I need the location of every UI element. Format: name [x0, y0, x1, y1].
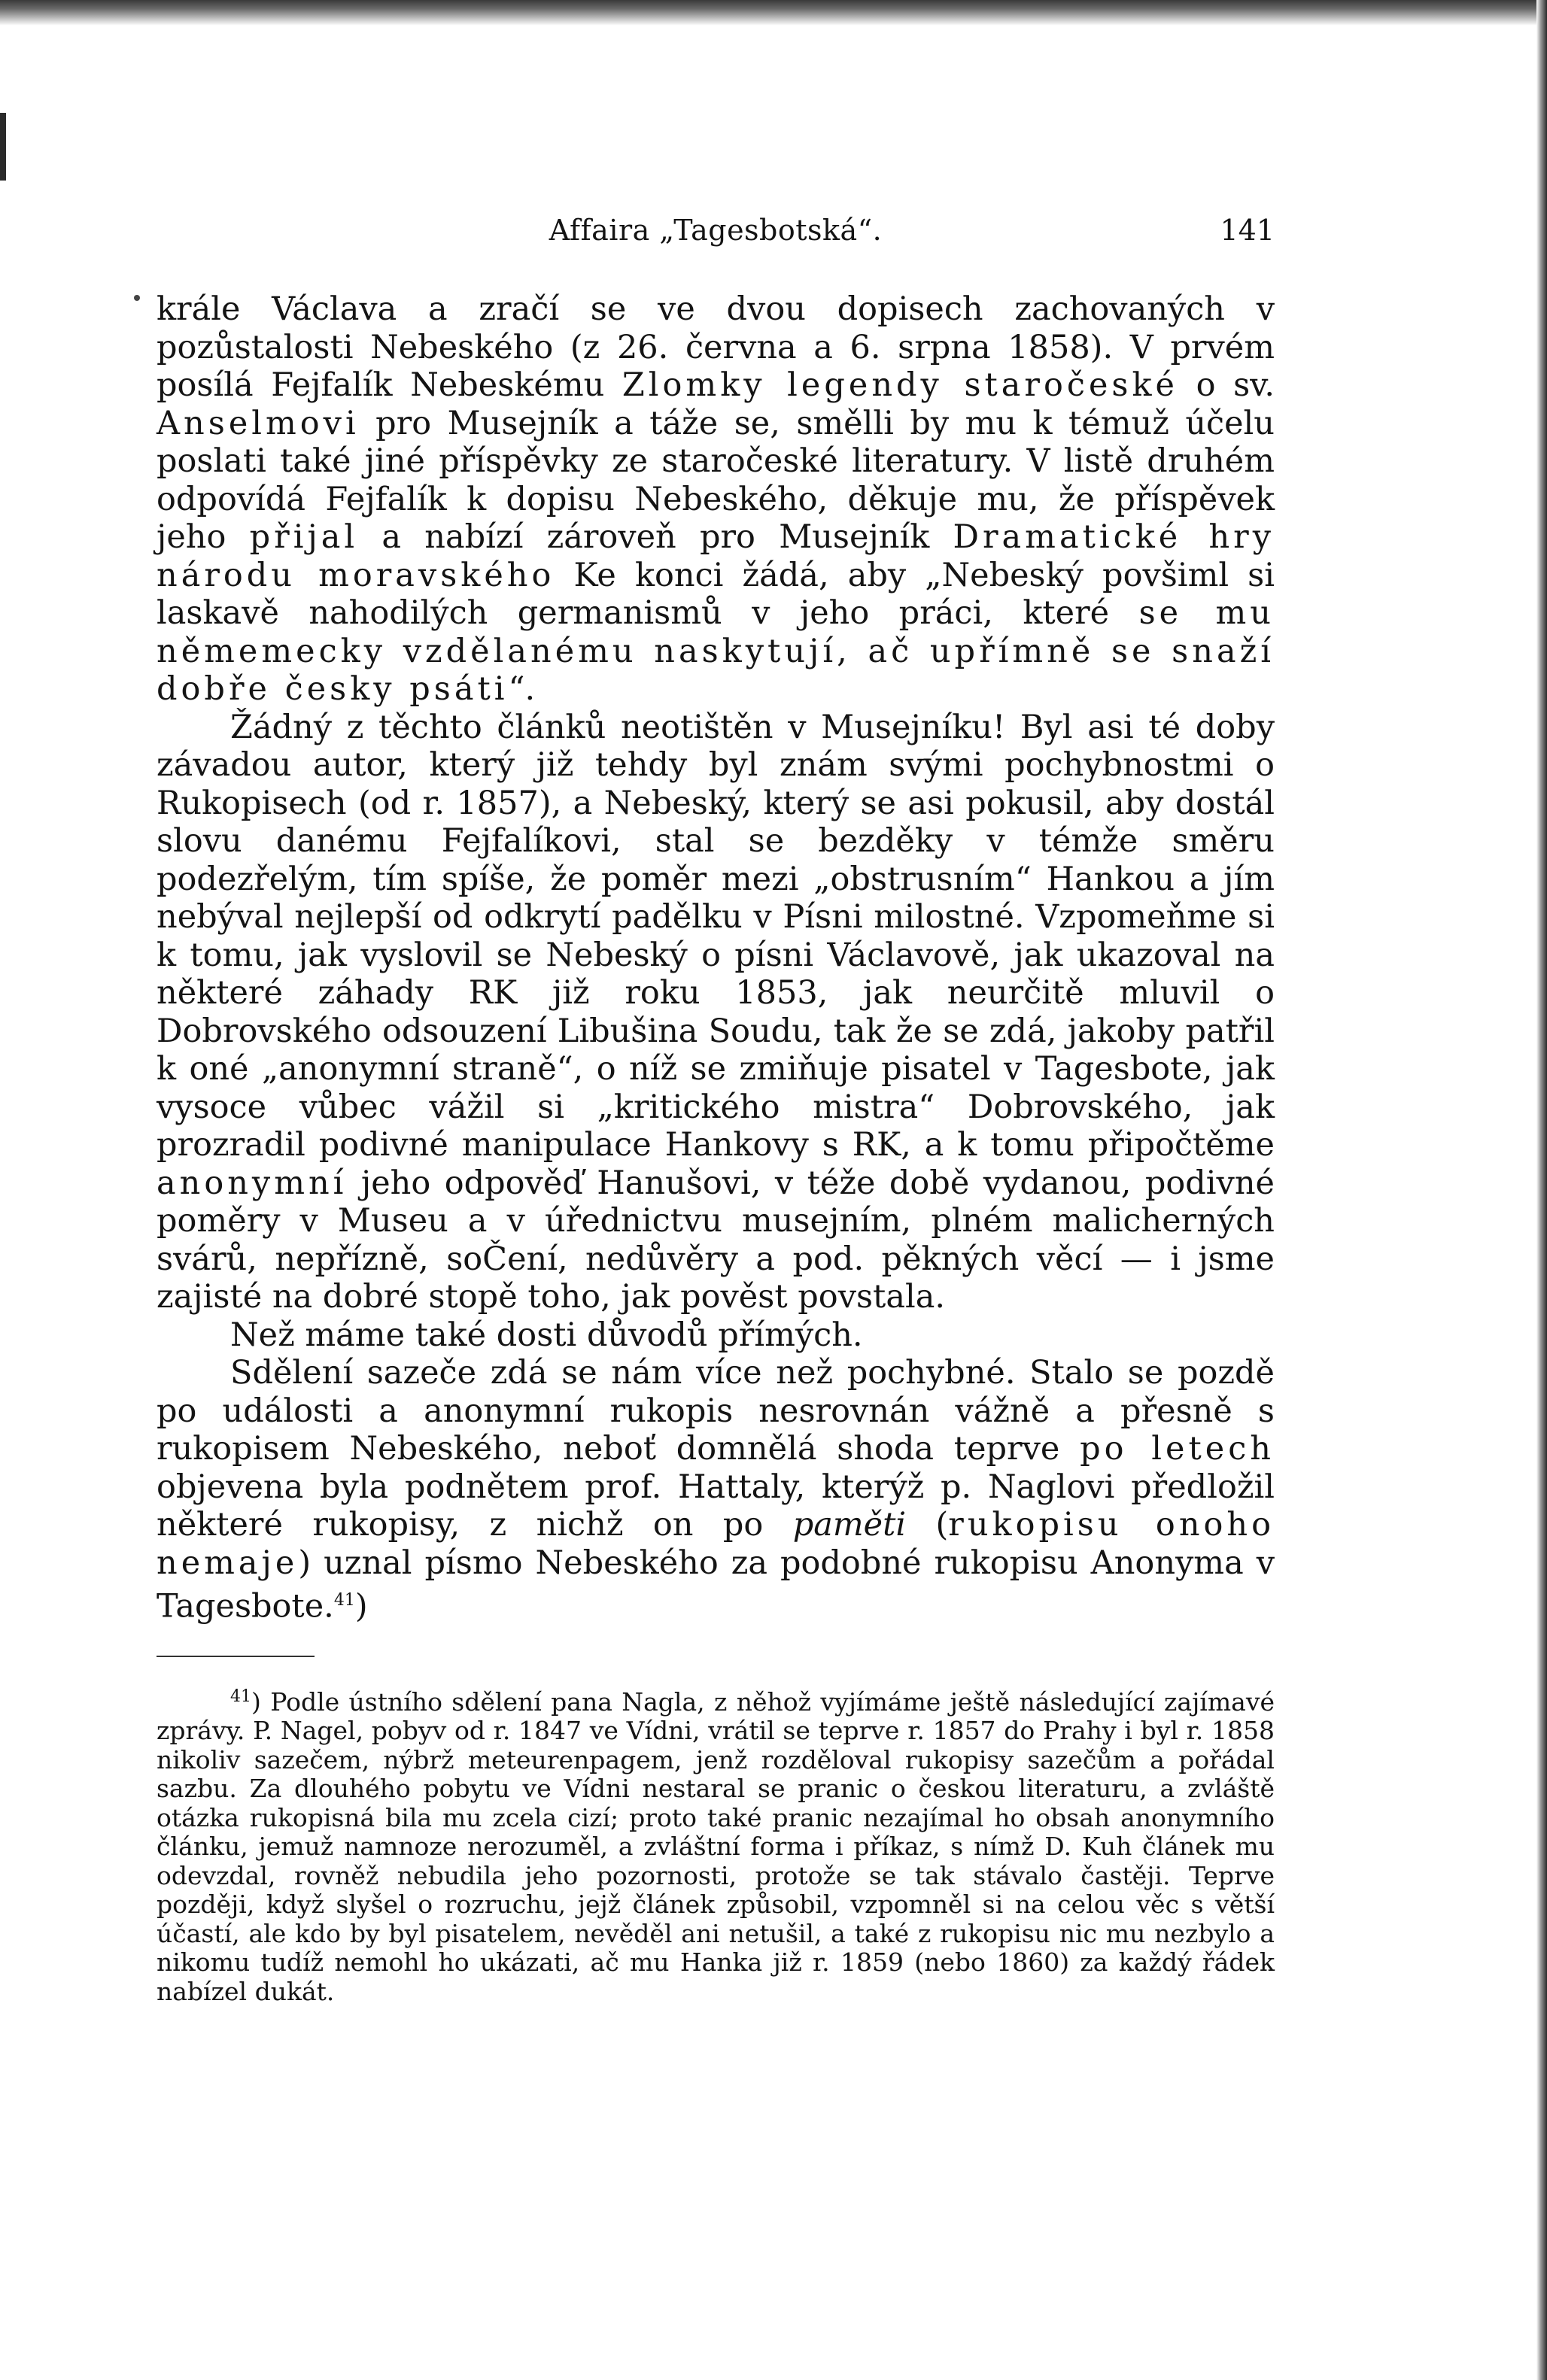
spaced-title: Zlomky legendy staročeské [622, 366, 1178, 404]
text-run: Ke konci žádá, aby „Nebeský povšiml si laskavě nahodilých germanismů v jeho práci, které [157, 556, 1275, 632]
spaced-name: Anselmovi [157, 404, 360, 442]
scan-top-edge [0, 0, 1547, 26]
ink-speck [134, 295, 140, 301]
page-number: 141 [1220, 214, 1275, 247]
spaced-word: přijal [249, 518, 359, 556]
book-page [157, 203, 1275, 2006]
running-head [157, 203, 1275, 257]
footnote [157, 1683, 1275, 2007]
spaced-word: anonymní [157, 1164, 348, 1202]
text-run: o sv. [1178, 366, 1275, 404]
italic-word: paměti [792, 1506, 907, 1544]
text-run: pro Musejník a táže se, smělli by mu k témuž účelu poslati také jiné příspěvky ze staročeské literatury. V listě druhém odpovídá Fejfalík k dopisu Nebeského, děkuje mu, že příspěvek jeho [157, 404, 1275, 556]
paragraph-4 [157, 1354, 1275, 1626]
text-run: Sdělení sazeče zdá se nám více než pochybné. Stalo se pozdě po události a anonymní rukopis nesrovnán vážně a přesně s rukopisem Nebeského, neboť domnělá shoda teprve [157, 1354, 1275, 1468]
text-run: a nabízí zároveň pro Musejník [358, 518, 953, 556]
paragraph-2 [157, 709, 1275, 1316]
text-run: krále Václava a zračí se ve dvou dopisech zachovaných v pozůstalosti Nebeského (z 26. června a 6. srpna 1858). V prvém posílá Fejfalík Nebeskému [157, 290, 1275, 404]
scan-left-mark [0, 113, 6, 181]
spaced-title: Dramatické hry národu moravského [157, 518, 1275, 594]
spaced-phrase: rukopisu onoho nemaje [157, 1506, 1275, 1582]
scan-right-edge [1536, 0, 1547, 2380]
text-run: “. [508, 670, 536, 708]
footnote-divider [157, 1656, 315, 1657]
footnote-text: ) Podle ústního sdělení pana Nagla, z něhož vyjímáme ještě následující zajímavé zprávy. P. Nagel, pobyv od r. 1847 ve Vídni, vrátil se teprve r. 1857 do Prahy i byl r. 1858 nikoliv sazečem, nýbrž meteurenpagem, jenž rozděloval rukopisy sazečům a pořádal sazbu. Za dlouhého pobytu ve Vídni nestaral se pranic o českou literaturu, a zvláště otázka rukopisná bila mu zcela cizí; proto také pranic nezajímal ho obsah anonymního článku, jemuž namnoze nerozuměl, a zvláštní forma i příkaz, s nímž D. Kuh článek mu odevzdal, rovněž nebudila jeho pozornosti, protože se tak stávalo častěji. Teprve později, když slyšel o rozruchu, jejž článek způsobil, vzpomněl si na celou věc s větší účastí, ale kdo by byl pisatelem, nevěděl ani netušil, a také z rukopisu nic mu nezbylo a nikomu tudíž nemohl ho ukázati, ač mu Hanka již r. 1859 (nebo 1860) za každý řádek nabízel dukát. [157, 1686, 1275, 2006]
footnote-reference: 41 [333, 1591, 355, 1610]
paragraph-1 [157, 290, 1275, 709]
text-run: Žádný z těchto článků neotištěn v Musejníku! Byl asi té doby závadou autor, který již tehdy byl znám svými pochybnostmi o Rukopisech (od r. 1857), a Nebeský, který se asi pokusil, aby dostál slovu danému Fejfalíkovi, stal se bezděky v témže směru podezřelým, tím spíše, že poměr mezi „obstrusním“ Hankou a jím nebýval nejlepší od odkrytí padělku v Písni milostné. Vzpomeňme si k tomu, jak vyslovil se Nebeský o písni Václavově, jak ukazoval na některé záhady RK již roku 1853, jak neurčitě mluvil o Dobrovského odsouzení Libušina Soudu, tak že se zdá, jakoby patřil k oné „anonymní straně“, o níž se zmiňuje pisatel v Tagesbote, jak vysoce vůbec vážil si „kritického mistra“ Dobrovského, jak prozradil podivné manipulace Hankovy s RK, a k tomu připočtěme [157, 708, 1275, 1164]
footnote-mark: 41 [230, 1686, 251, 1706]
text-run: ( [906, 1506, 949, 1544]
spaced-word: po letech [1080, 1430, 1275, 1468]
text-run: ) [354, 1587, 368, 1626]
running-title: Affaira „Tagesbotská“. [549, 214, 883, 247]
spaced-quote: se mu němemecky vzdělanému naskytují, ač upřímně se snaží dobře česky psáti [157, 594, 1275, 708]
text-run: jeho odpověď Hanušovi, v téže době vydanou, podivné poměry v Museu a v úřednictvu musejním, plném malicherných svárů, nepřízně, soČení, nedůvěry a pod. pěkných věcí — i jsme zajisté na dobré stopě toho, jak pověst povstala. [157, 1164, 1275, 1316]
text-run: ) uznal písmo Nebeského za podobné rukopisu Anonyma v Tagesbote. [157, 1544, 1275, 1626]
paragraph-3: Než máme také dosti důvodů přímých. [230, 1316, 863, 1354]
main-text [157, 290, 1275, 1626]
text-run: objevena byla podnětem prof. Hattaly, kterýž p. Naglovi předložil některé rukopisy, z nichž on po [157, 1468, 1275, 1544]
